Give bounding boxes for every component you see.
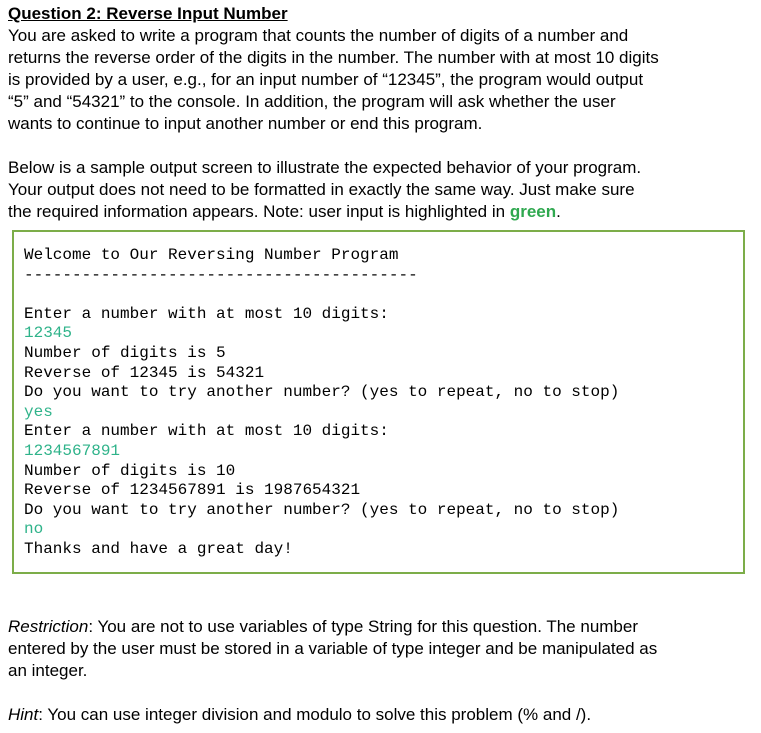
console-user-input: 12345 [24, 324, 73, 343]
restriction-label: Restriction [8, 617, 89, 636]
intro-line: “5” and “54321” to the console. In addition, the program will ask whether the user [8, 92, 616, 111]
document-body [8, 3, 753, 223]
console-blank-line [24, 285, 743, 305]
question-title: Question 2: Reverse Input Number [8, 4, 288, 23]
restriction-line [8, 616, 753, 638]
restriction-text: : You are not to use variables of type String for this question. The number [88, 617, 638, 636]
console-lines [24, 305, 743, 560]
description-line: Your output does not need to be formatted in exactly the same way. Just make sure [8, 180, 635, 199]
console-header: Welcome to Our Reversing Number Program [24, 246, 399, 264]
console-divider: ----------------------------------------- [24, 265, 418, 284]
console-output-line: Reverse of 12345 is 54321 [24, 363, 265, 382]
intro-paragraph [8, 25, 753, 135]
console-output-line: Thanks and have a great day! [24, 539, 293, 558]
hint-paragraph [8, 704, 753, 726]
console-user-input: yes [24, 402, 53, 421]
intro-line: You are asked to write a program that counts the number of digits of a number and [8, 26, 629, 45]
description-line-prefix: the required information appears. Note: user input is highlighted in [8, 202, 510, 221]
description-line [8, 201, 753, 223]
console-output-line: Reverse of 1234567891 is 1987654321 [24, 481, 361, 500]
intro-line: returns the reverse order of the digits in the number. The number with at most 10 digits [8, 48, 659, 67]
intro-line: wants to continue to input another number or end this program. [8, 114, 483, 133]
hint-line [8, 704, 753, 726]
restriction-line: entered by the user must be stored in a variable of type integer and be manipulated as [8, 639, 658, 658]
sample-console-output [12, 230, 745, 574]
console-output-line: Number of digits is 5 [24, 343, 226, 362]
console-output-line: Do you want to try another number? (yes to repeat, no to stop) [24, 500, 620, 519]
console-output-line: Do you want to try another number? (yes to repeat, no to stop) [24, 383, 620, 402]
restriction-line: an integer. [8, 661, 88, 680]
restriction-paragraph [8, 616, 753, 682]
console-output-line: Enter a number with at most 10 digits: [24, 304, 389, 323]
intro-line: is provided by a user, e.g., for an input number of “12345”, the program would output [8, 70, 644, 89]
sample-description-paragraph [8, 157, 753, 223]
console-output-line: Enter a number with at most 10 digits: [24, 422, 389, 441]
hint-label: Hint [8, 705, 39, 724]
console-user-input: no [24, 520, 44, 539]
description-line: Below is a sample output screen to illustrate the expected behavior of your program. [8, 158, 642, 177]
hint-text: : You can use integer division and modulo to solve this problem (% and /). [38, 705, 592, 724]
console-output-line: Number of digits is 10 [24, 461, 236, 480]
console-user-input: 1234567891 [24, 441, 121, 460]
green-highlight-word: green [509, 202, 557, 221]
description-line-suffix: . [556, 202, 561, 221]
